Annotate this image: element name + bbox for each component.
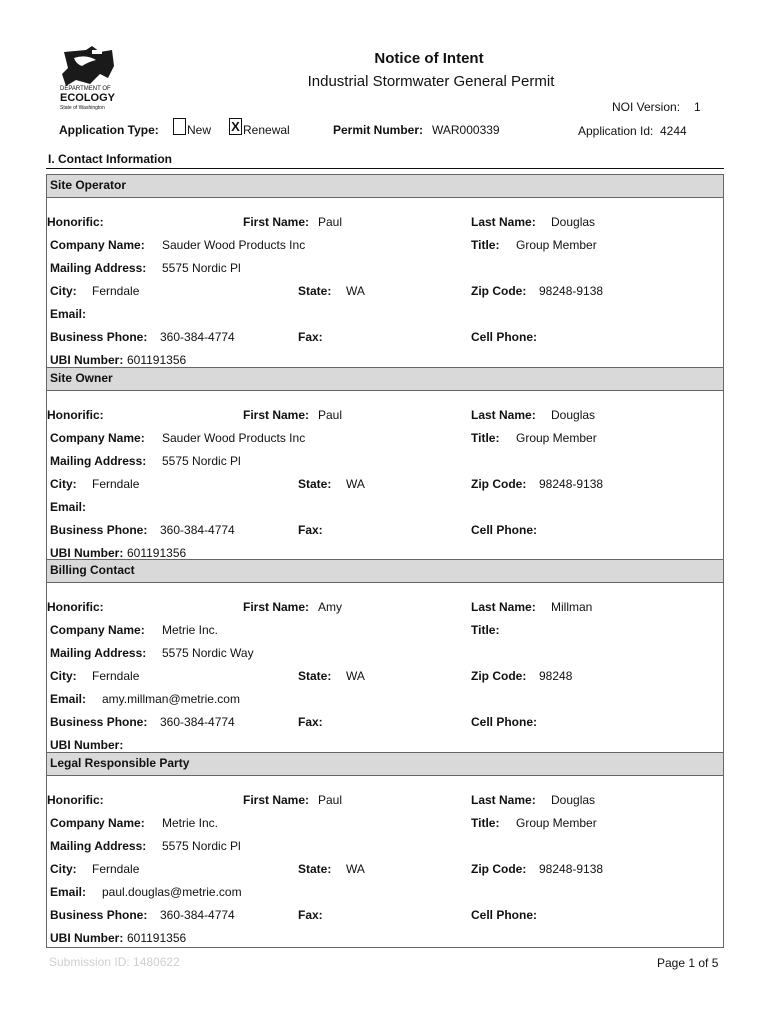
last-name-label: Last Name: (471, 215, 536, 229)
company-name-value: Sauder Wood Products Inc (162, 238, 306, 252)
section-rule (46, 168, 724, 169)
company-name-label: Company Name: (50, 623, 145, 637)
business-phone-value: 360-384-4774 (160, 715, 235, 729)
title-value: Group Member (516, 431, 597, 445)
contact-block-title: Site Owner (50, 371, 113, 385)
company-name-label: Company Name: (50, 816, 145, 830)
application-id-value: 4244 (660, 124, 687, 138)
first-name-value: Paul (318, 408, 343, 422)
title-label: Title: (471, 431, 500, 445)
section-title: I. Contact Information (48, 152, 172, 166)
last-name-label: Last Name: (471, 793, 536, 807)
noi-version-value: 1 (694, 100, 701, 114)
business-phone-value: 360-384-4774 (160, 523, 235, 537)
fax-label: Fax: (298, 523, 323, 537)
cell-phone-label: Cell Phone: (471, 523, 538, 537)
contact-block (46, 367, 724, 563)
page-subtitle: Industrial Stormwater General Permit (307, 73, 555, 90)
last-name-value: Millman (551, 600, 593, 614)
ubi-number-label: UBI Number: (50, 738, 124, 752)
title-value: Group Member (516, 238, 597, 252)
city-label: City: (50, 862, 77, 876)
page-number: Page 1 of 5 (657, 956, 719, 970)
state-label: State: (298, 669, 332, 683)
page-title: Notice of Intent (374, 50, 484, 67)
honorific-label: Honorific: (47, 215, 104, 229)
business-phone-label: Business Phone: (50, 908, 148, 922)
new-label: New (187, 123, 212, 137)
email-label: Email: (50, 307, 87, 321)
mailing-address-value: 5575 Nordic Pl (162, 454, 241, 468)
email-label: Email: (50, 500, 87, 514)
honorific-label: Honorific: (47, 793, 104, 807)
renewal-checkbox[interactable]: X (229, 118, 242, 135)
title-label: Title: (471, 816, 500, 830)
contact-block-title: Billing Contact (50, 563, 135, 577)
contact-block-header (47, 368, 723, 391)
company-name-label: Company Name: (50, 431, 145, 445)
city-value: Ferndale (92, 669, 140, 683)
mailing-address-value: 5575 Nordic Way (162, 646, 254, 660)
last-name-value: Douglas (551, 215, 596, 229)
company-name-value: Metrie Inc. (162, 816, 219, 830)
contact-block-header (47, 753, 723, 776)
city-value: Ferndale (92, 284, 140, 298)
zip-code-value: 98248 (539, 669, 573, 683)
application-id-label: Application Id: (578, 124, 654, 138)
first-name-label: First Name: (243, 408, 310, 422)
first-name-label: First Name: (243, 600, 310, 614)
ubi-number-label: UBI Number: (50, 546, 124, 560)
state-label: State: (298, 477, 332, 491)
city-value: Ferndale (92, 862, 140, 876)
email-label: Email: (50, 885, 87, 899)
logo-dept-text: DEPARTMENT OF (60, 86, 111, 92)
zip-code-label: Zip Code: (471, 669, 527, 683)
permit-number-label: Permit Number: (333, 123, 424, 137)
honorific-label: Honorific: (47, 408, 104, 422)
state-value: WA (346, 669, 365, 683)
ubi-number-value: 601191356 (127, 353, 187, 367)
ubi-number-value: 601191356 (127, 546, 187, 560)
contact-block (46, 174, 724, 370)
cell-phone-label: Cell Phone: (471, 330, 538, 344)
title-label: Title: (471, 623, 500, 637)
mailing-address-label: Mailing Address: (50, 261, 147, 275)
contact-block (46, 559, 724, 755)
submission-id: Submission ID: 1480622 (49, 955, 180, 969)
last-name-label: Last Name: (471, 408, 536, 422)
company-name-value: Sauder Wood Products Inc (162, 431, 306, 445)
title-label: Title: (471, 238, 500, 252)
ubi-number-label: UBI Number: (50, 931, 124, 945)
mailing-address-label: Mailing Address: (50, 839, 147, 853)
email-value: paul.douglas@metrie.com (102, 885, 242, 899)
first-name-value: Paul (318, 215, 343, 229)
ubi-number-label: UBI Number: (50, 353, 124, 367)
zip-code-label: Zip Code: (471, 477, 527, 491)
first-name-label: First Name: (243, 215, 310, 229)
contact-block-title: Site Operator (50, 178, 127, 192)
zip-code-value: 98248-9138 (539, 477, 604, 491)
contact-block-title: Legal Responsible Party (50, 756, 190, 770)
application-type-label: Application Type: (59, 123, 159, 137)
logo-ecology-text: ECOLOGY (60, 92, 116, 104)
business-phone-label: Business Phone: (50, 715, 148, 729)
city-label: City: (50, 284, 77, 298)
new-checkbox[interactable] (173, 118, 186, 135)
mailing-address-value: 5575 Nordic Pl (162, 839, 241, 853)
zip-code-label: Zip Code: (471, 284, 527, 298)
contact-block-header (47, 560, 723, 583)
last-name-label: Last Name: (471, 600, 536, 614)
state-label: State: (298, 862, 332, 876)
honorific-label: Honorific: (47, 600, 104, 614)
email-label: Email: (50, 692, 87, 706)
first-name-label: First Name: (243, 793, 310, 807)
state-label: State: (298, 284, 332, 298)
last-name-value: Douglas (551, 793, 596, 807)
contact-block-header (47, 175, 723, 198)
contact-block (46, 752, 724, 948)
city-label: City: (50, 477, 77, 491)
fax-label: Fax: (298, 908, 323, 922)
first-name-value: Amy (318, 600, 342, 614)
renewal-label: Renewal (243, 123, 290, 137)
title-value: Group Member (516, 816, 597, 830)
city-label: City: (50, 669, 77, 683)
email-value: amy.millman@metrie.com (102, 692, 240, 706)
zip-code-value: 98248-9138 (539, 862, 604, 876)
permit-number-value: WAR000339 (432, 123, 500, 137)
business-phone-label: Business Phone: (50, 330, 148, 344)
business-phone-label: Business Phone: (50, 523, 148, 537)
zip-code-value: 98248-9138 (539, 284, 604, 298)
city-value: Ferndale (92, 477, 140, 491)
cell-phone-label: Cell Phone: (471, 908, 538, 922)
fax-label: Fax: (298, 330, 323, 344)
mailing-address-label: Mailing Address: (50, 646, 147, 660)
logo-state-text: State of Washington (60, 105, 105, 111)
cell-phone-label: Cell Phone: (471, 715, 538, 729)
business-phone-value: 360-384-4774 (160, 330, 235, 344)
last-name-value: Douglas (551, 408, 596, 422)
mailing-address-label: Mailing Address: (50, 454, 147, 468)
company-name-value: Metrie Inc. (162, 623, 219, 637)
company-name-label: Company Name: (50, 238, 145, 252)
state-value: WA (346, 862, 365, 876)
state-value: WA (346, 477, 365, 491)
ubi-number-value: 601191356 (127, 931, 187, 945)
state-value: WA (346, 284, 365, 298)
first-name-value: Paul (318, 793, 343, 807)
business-phone-value: 360-384-4774 (160, 908, 235, 922)
zip-code-label: Zip Code: (471, 862, 527, 876)
mailing-address-value: 5575 Nordic Pl (162, 261, 241, 275)
noi-version-label: NOI Version: (612, 100, 681, 114)
fax-label: Fax: (298, 715, 323, 729)
